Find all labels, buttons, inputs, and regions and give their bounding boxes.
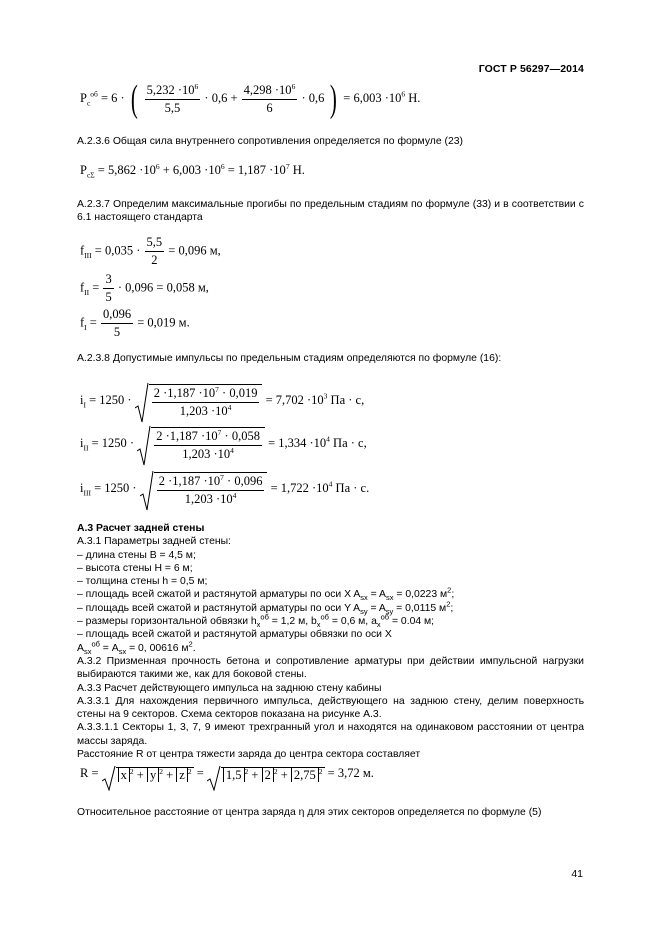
radical-sign xyxy=(207,765,221,791)
formula-i1: $i_I = 1250$ · $\frac{2 \cdot 1,187 \cdot 10^7 \cdot 0,019}{1,203 \cdot 10^4}$ = $7,702 \cdot 10^3$ Па · с, xyxy=(80,382,364,420)
formula-r: R = x $^2$ + y $^2$ + z $^2$ = 1,5 $^2$ + 2 $^2$ + 2,75 $^2$ = 3,72 м. xyxy=(80,765,374,783)
formula-pc: $P_c^{об} = 6$ · ( $\frac{5,232 \cdot 10^6}{5,5}$ · 0,6 + $\frac{4,298 \cdot 10^6}{6}$ · 0,6 ) = $6,003 \cdot 10^6$ Н. xyxy=(80,78,421,120)
radical-sign xyxy=(137,425,151,467)
para-a236: А.2.3.6 Общая сила внутреннего сопротивления определяется по формуле (23) xyxy=(77,136,463,147)
formula-i2: $i_{II} = 1250$ · $\frac{2 \cdot 1,187 \cdot 10^7 \cdot 0,058}{1,203 \cdot 10^4}$ = $1,334 \cdot 10^4$ Па · с, xyxy=(80,425,367,463)
para-a238: А.2.3.8 Допустимые импульсы по предельным стадиям определяются по формуле (16): xyxy=(77,353,502,364)
formula-f1: $f_I$ = $\frac{0,096}{5}$ = 0,019 м. xyxy=(80,307,190,339)
para-relative-distance: Относительное расстояние от центра заряда η для этих секторов определяется по формуле (5) xyxy=(77,807,542,818)
page-number: 41 xyxy=(571,868,583,880)
para-a237: А.2.3.7 Определим максимальные прогибы по предельным стадиям по формуле (33) и в соответствии с 6.1 настоящего стандарта xyxy=(77,199,584,224)
section-a3: А.3 Расчет задней стены А.3.1 Параметры задней стены: – длина стены B = 4,5 м; – высота стены H = 6 м; – толщина стены h = 0,5 м; – площадь всей сжатой и растянутой арматуры по оси X $A_{sx} = A_{sx} = 0,0223$ $м^2$; – площадь всей сжатой и растянутой арматуры по оси Y $A_{sy} = A_{sy} = 0,0115$ $м^2$; – размеры горизонтальной обвязки $h_x^{об} = 1,2$ м, $b_x^{об} = 0,6$ м, $a_x^{об} = 0.04$ м; – площадь всей сжатой и растянутой арматуры обвязки по оси X $A_{sx}^{об} = A_{sx} = 0$, 00616 $м^2$. А.3.2 Призменная прочность бетона и сопротивление арматуры при действии импульсной нагрузки выбираются такими же, как для боковой стены. А.3.3 Расчет действующего импульса на заднюю стену кабины А.3.3.1 Для нахождения первичного импульса, действующего на заднюю стену, делим поверхность стены на 9 секторов. Схема секторов показана на рисунке А.3. А.3.3.1.1 Секторы 1, 3, 7, 9 имеют трехгранный угол и находятся на одинаковом расстоянии от центра массы заряда. Расстояние R от центра тяжести заряда до центра сектора составляет xyxy=(77,523,584,761)
standard-code: ГОСТ Р 56297—2014 xyxy=(478,63,584,75)
formula-i3: $i_{III} = 1250$ · $\frac{2 \cdot 1,187 \cdot 10^7 \cdot 0,096}{1,203 \cdot 10^4}$ = $1,722 \cdot 10^4$ Па · с. xyxy=(80,470,369,508)
formula-f2: $f_{II}$ = $\frac{3}{5}$ · 0,096 = 0,058 м, xyxy=(80,272,209,304)
radical-sign xyxy=(102,765,116,791)
section-title: А.3 Расчет задней стены xyxy=(77,523,205,534)
radical-sign xyxy=(140,470,154,512)
radical-sign xyxy=(135,382,149,424)
formula-f3: $f_{III} = 0,035$ · $\frac{5,5}{2}$ = 0,096 м, xyxy=(80,235,221,267)
formula-psum: $P_{c\Sigma} = 5,862 \cdot 10^6 + 6,003 \cdot 10^6 = 1,187 \cdot 10^7$ Н. xyxy=(80,161,305,180)
